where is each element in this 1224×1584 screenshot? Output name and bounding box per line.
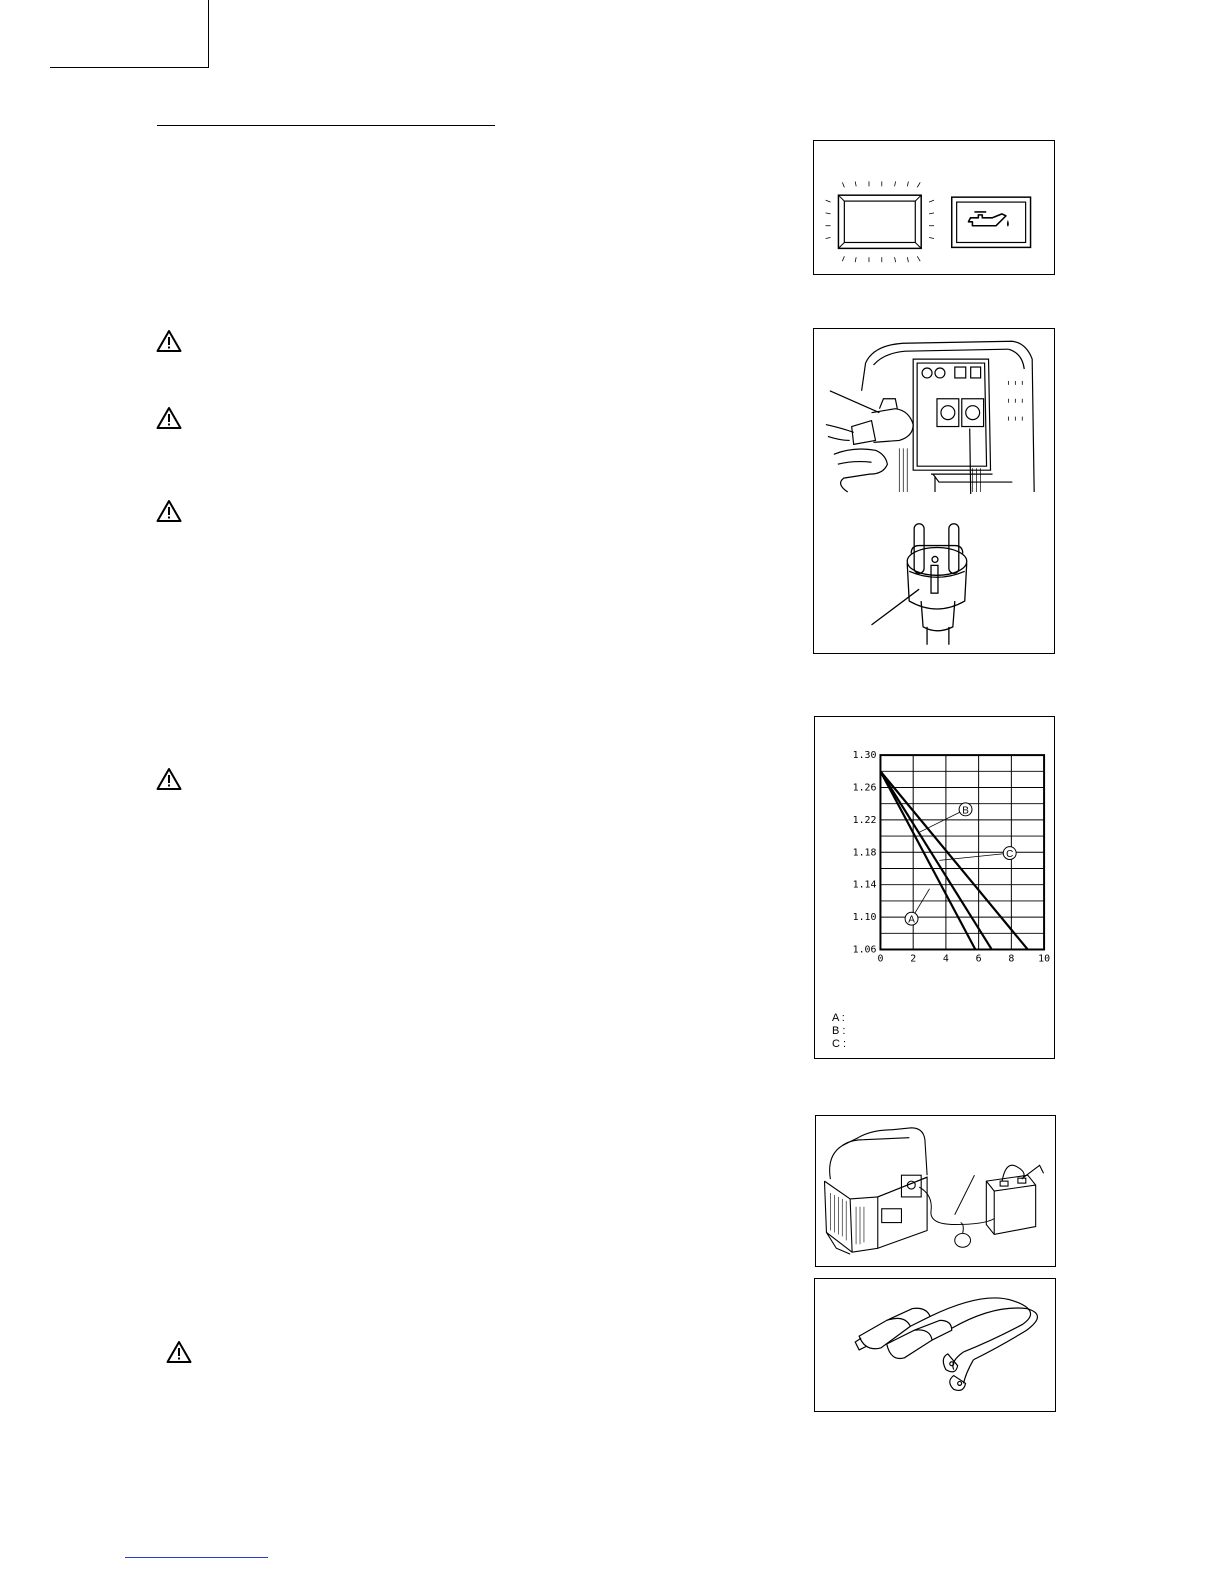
y-tick-label: 1.06 [852, 944, 877, 956]
page-corner-tab [50, 0, 209, 68]
oil-can-icon [952, 197, 1031, 247]
generator-icon [824, 1128, 927, 1254]
indicator-lamp-figure [813, 140, 1055, 275]
plug-connection-figure [813, 328, 1055, 654]
charging-cable-figure [814, 1278, 1056, 1412]
warning-triangle-icon [166, 1340, 192, 1364]
y-tick-label: 1.10 [852, 912, 877, 924]
legend-item [832, 1025, 846, 1038]
hand-with-plug-icon [826, 399, 913, 492]
series-line-b [880, 771, 991, 949]
legend-item-label: B : [832, 1025, 846, 1037]
legend-item [832, 1012, 846, 1025]
cable-icon [919, 1175, 994, 1247]
footer-link-underline[interactable] [125, 1557, 268, 1558]
warning-triangle-icon [156, 329, 182, 353]
x-tick-label: 10 [1038, 953, 1051, 965]
warning-triangle-icon [156, 767, 182, 791]
plug-icon [872, 524, 967, 645]
series-line-c [880, 771, 1027, 949]
x-tick-label: 2 [910, 953, 917, 965]
x-tick-label: 4 [942, 953, 949, 965]
series-line-a [880, 771, 975, 949]
callout-leader-b [920, 809, 966, 832]
battery-charging-figure [815, 1115, 1056, 1267]
callout-label-c: C [1006, 849, 1014, 861]
y-tick-label: 1.14 [852, 879, 877, 891]
battery-icon [986, 1165, 1043, 1234]
x-tick-label: 0 [877, 953, 884, 965]
callout-label-a: A [908, 914, 915, 926]
y-tick-label: 1.26 [852, 782, 877, 794]
generator-panel-icon [830, 341, 1034, 494]
y-tick-label: 1.22 [852, 814, 877, 826]
legend-item-label: A : [832, 1012, 845, 1024]
x-tick-label: 8 [1008, 953, 1015, 965]
y-tick-label: 1.18 [852, 847, 877, 859]
y-tick-label: 1.30 [852, 750, 877, 762]
specific-gravity-chart [815, 717, 1054, 1058]
callout-label-b: B [962, 805, 969, 817]
warning-triangle-icon [156, 499, 182, 523]
specific-gravity-chart-figure [814, 716, 1055, 1059]
cable-clamp-icon [855, 1298, 1037, 1391]
legend-item [832, 1038, 846, 1051]
lamp-glow-icon [826, 181, 934, 262]
section-heading-underline [157, 125, 495, 126]
chart-legend [832, 1012, 846, 1051]
warning-triangle-icon [156, 406, 182, 430]
legend-item-label: C : [832, 1038, 847, 1050]
x-tick-label: 6 [975, 953, 982, 965]
